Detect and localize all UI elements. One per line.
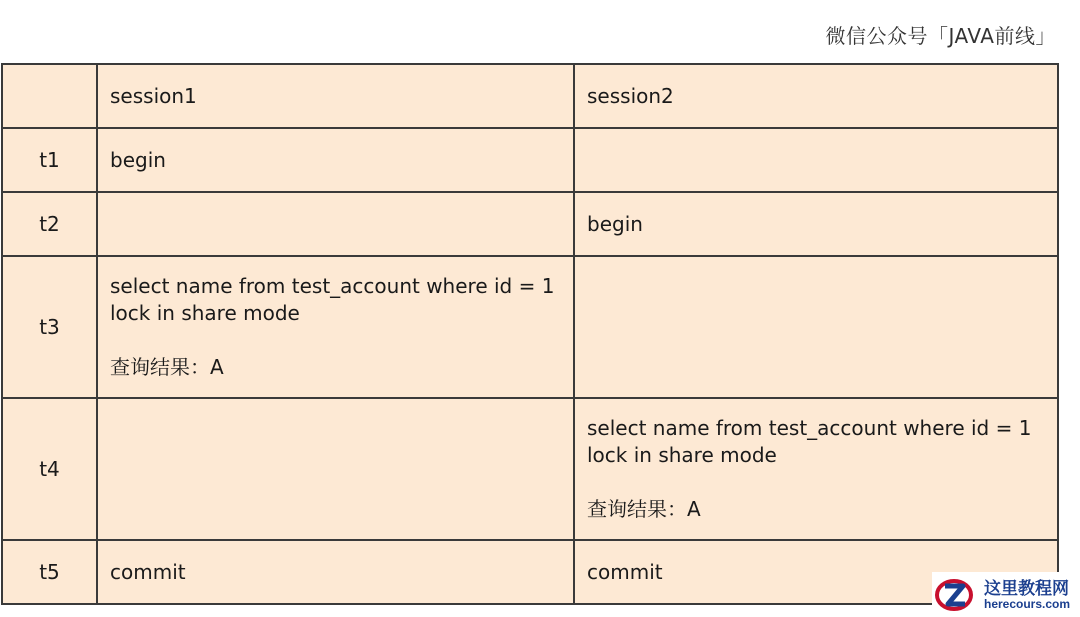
session2-cell	[574, 128, 1058, 192]
session2-cell	[574, 192, 1058, 256]
time-cell: t4	[2, 398, 97, 540]
cell-line: commit	[587, 559, 663, 584]
session2-cell	[574, 398, 1058, 540]
cell-line: lock in share mode	[110, 301, 300, 325]
cell-line: select name from test_account where id = 1	[110, 274, 555, 298]
header-cell-time	[2, 64, 97, 128]
table-row	[2, 192, 1058, 256]
table-row	[2, 398, 1058, 540]
time-cell: t3	[2, 256, 97, 398]
table-row	[2, 128, 1058, 192]
session-table	[1, 63, 1059, 605]
session2-cell	[574, 256, 1058, 398]
cell-line: 查询结果：A	[587, 497, 701, 521]
cell-line: commit	[110, 559, 186, 584]
session1-cell	[97, 256, 574, 398]
cell-line: begin	[110, 147, 166, 172]
time-cell: t1	[2, 128, 97, 192]
table-row	[2, 540, 1058, 604]
header-cell-session2: session2	[574, 64, 1058, 128]
badge-url: herecours.com	[984, 597, 1071, 611]
watermark-text: 微信公众号「JAVA前线」	[825, 24, 1056, 48]
cell-line: select name from test_account where id = 1	[587, 416, 1032, 440]
table-header-row	[2, 64, 1058, 128]
cell-gap	[587, 469, 1045, 496]
z-logo-icon	[934, 574, 974, 614]
cell-gap	[110, 327, 561, 354]
session1-cell	[97, 128, 574, 192]
time-cell: t5	[2, 540, 97, 604]
cell-line: 查询结果：A	[110, 355, 224, 379]
cell-line: begin	[587, 211, 643, 236]
session1-cell	[97, 398, 574, 540]
cell-line: lock in share mode	[587, 443, 777, 467]
header-cell-session1: session1	[97, 64, 574, 128]
site-badge	[932, 572, 1078, 615]
session1-cell	[97, 192, 574, 256]
time-cell: t2	[2, 192, 97, 256]
table-row	[2, 256, 1058, 398]
session1-cell	[97, 540, 574, 604]
badge-title: 这里教程网	[984, 579, 1069, 599]
